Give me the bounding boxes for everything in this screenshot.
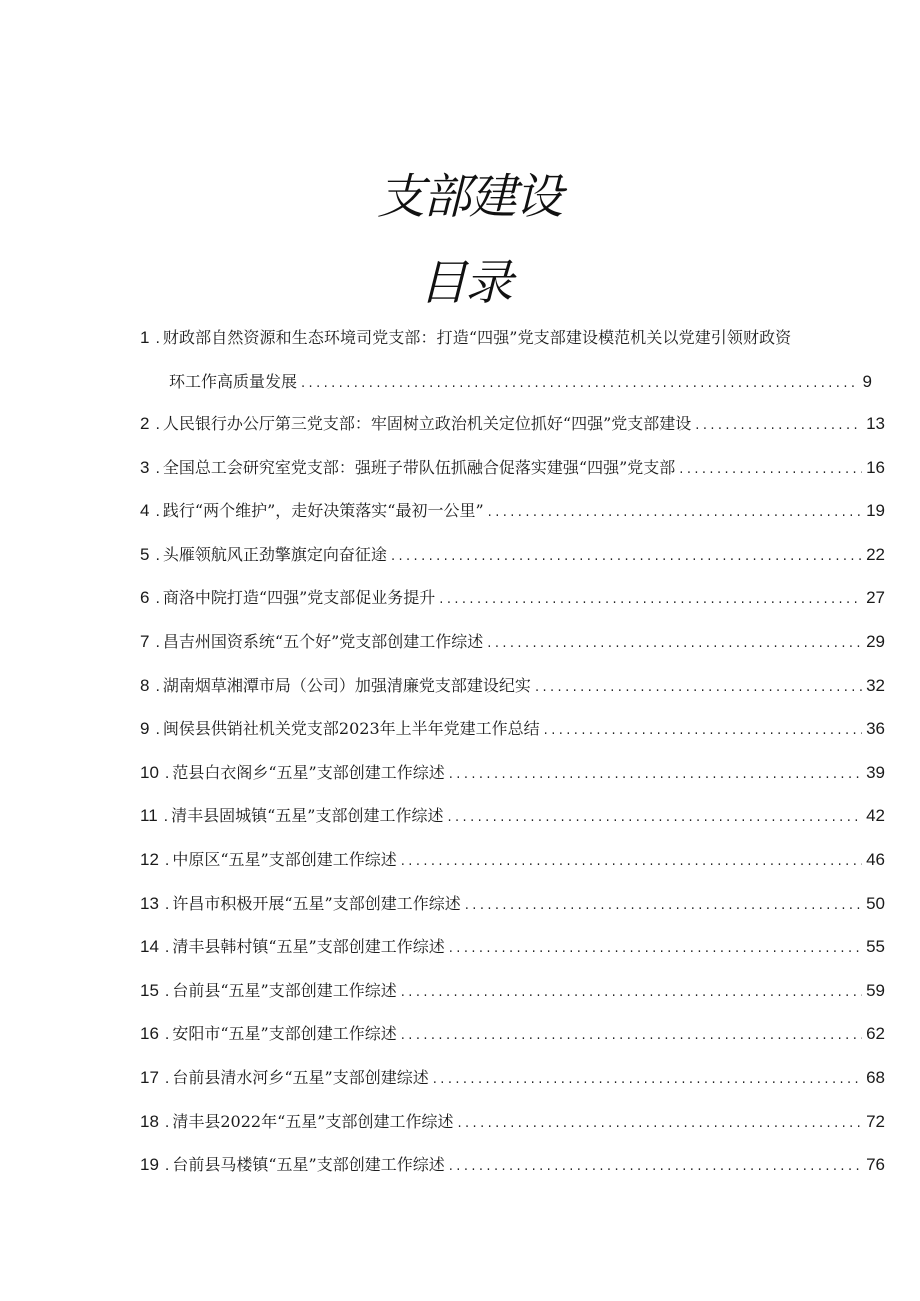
toc-entry-number: 16 [140,1024,159,1044]
toc-entry-separator: . [155,590,160,608]
toc-leader-dots [401,1028,862,1043]
toc-entry-separator: . [164,1069,170,1087]
toc-entry-title: 昌吉州国资系统“五个好”党支部创建工作综述 [162,631,484,651]
toc-leader-dots [535,680,862,695]
toc-entry-title: 台前县马楼镇“五星”支部创建工作综述 [172,1155,445,1175]
toc-entry[interactable] [140,585,885,629]
toc-leader-dots [465,898,862,913]
toc-leader-dots [401,854,862,869]
toc-entry-number: 8 [140,675,150,695]
toc-entry-separator: . [164,764,170,782]
toc-leader-dots [449,941,862,956]
toc-entry-number: 13 [140,893,159,913]
toc-entry[interactable] [140,716,885,760]
toc-entry-number: 1 [140,328,150,347]
toc-entry-number: 11 [140,806,158,826]
toc-entry-number: 5 [140,544,150,564]
toc-entry-title-continuation: 环工作高质量发展 [169,371,298,391]
toc-entry-number: 15 [140,980,159,1000]
toc-entry-separator: . [155,330,160,347]
toc-heading: 目录 [418,255,511,311]
toc-entry-title: 全国总工会研究室党支部：强班子带队伍抓融合促落实建强“四强”党支部 [162,457,676,477]
toc-entry-title: 头雁领航风正劲擎旗定向奋征途 [162,544,387,564]
toc-entry-separator: . [155,416,160,433]
toc-leader-dots [449,767,862,782]
toc-entry-page: 27 [866,588,885,608]
toc-entry[interactable] [140,760,885,804]
toc-entry-number: 18 [140,1111,159,1131]
toc-entry-number: 9 [140,719,150,739]
toc-entry-title: 财政部自然资源和生态环境司党支部：打造“四强”党支部建设模范机关以党建引领财政资 [162,328,792,347]
toc-entry-title: 闽侯县供销社机关党支部2023年上半年党建工作总结 [162,719,540,739]
toc-leader-dots [457,1116,862,1131]
toc-entry-separator: . [164,895,170,913]
toc-entry-page: 42 [866,806,885,826]
toc-entry-separator: . [163,808,169,826]
toc-leader-dots [391,549,862,564]
toc-leader-dots [439,592,862,607]
toc-entry-title: 人民银行办公厅第三党支部：牢固树立政治机关定位抓好“四强”党支部建设 [162,414,692,433]
toc-entry-number: 7 [140,631,150,651]
toc-entry-number: 14 [140,937,159,957]
toc-leader-dots [487,636,862,651]
toc-entry-separator: . [155,721,160,739]
toc-entry[interactable] [140,1109,885,1153]
toc-entry[interactable] [140,978,885,1022]
toc-entry-number: 6 [140,588,150,608]
toc-entry-title: 台前县“五星”支部创建工作综述 [172,980,397,1000]
toc-entry[interactable] [140,411,885,455]
toc-entry[interactable] [140,542,885,586]
toc-entry[interactable] [140,847,885,891]
toc-entry-page: 55 [866,937,885,957]
toc-entry-number: 3 [140,457,150,477]
toc-entry-separator: . [164,939,170,957]
toc-leader-dots [433,1072,862,1087]
toc-entry[interactable] [140,1021,885,1065]
toc-entry-page: 59 [866,980,885,1000]
toc-leader-dots [544,723,862,738]
toc-leader-dots [301,376,859,391]
toc-entry-page: 76 [866,1155,885,1175]
toc-entry[interactable] [140,934,885,978]
table-of-contents [140,325,885,1196]
toc-entry-title: 清丰县韩村镇“五星”支部创建工作综述 [172,937,445,957]
toc-entry-number: 4 [140,501,150,521]
toc-entry-page: 62 [866,1024,885,1044]
toc-entry-separator: . [155,546,160,564]
toc-entry-page: 29 [866,631,885,651]
toc-entry[interactable] [140,1065,885,1109]
toc-entry-separator: . [155,633,160,651]
toc-entry-page: 72 [866,1111,885,1131]
toc-leader-dots [695,418,862,433]
toc-entry-title: 践行“两个维护”，走好决策落实“最初一公里” [162,501,484,521]
toc-entry-page: 32 [866,675,885,695]
toc-entry-title: 湖南烟草湘潭市局（公司）加强清廉党支部建设纪实 [162,675,531,695]
toc-entry[interactable] [140,455,885,499]
document-title: 支部建设 [376,169,561,225]
toc-entry-page: 9 [862,371,872,391]
toc-entry[interactable] [140,498,885,542]
toc-entry-separator: . [164,1026,170,1044]
toc-entry-separator: . [155,459,160,477]
toc-leader-dots [401,985,862,1000]
toc-entry-number: 2 [140,414,150,433]
toc-entry-page: 50 [866,893,885,913]
toc-entry-page: 46 [866,849,885,869]
toc-entry-title: 范县白衣阁乡“五星”支部创建工作综述 [172,762,445,782]
toc-entry-page: 19 [866,501,885,521]
toc-entry-title: 许昌市积极开展“五星”支部创建工作综述 [172,893,461,913]
toc-entry-page: 68 [866,1067,885,1087]
toc-entry-number: 17 [140,1067,159,1087]
toc-entry[interactable] [140,325,885,411]
toc-leader-dots [447,810,862,825]
toc-entry-number: 19 [140,1155,159,1175]
toc-entry-title: 商洛中院打造“四强”党支部促业务提升 [162,588,436,608]
toc-entry-title: 清丰县固城镇“五星”支部创建工作综述 [171,806,444,826]
toc-entry[interactable] [140,891,885,935]
toc-entry-separator: . [164,982,170,1000]
toc-entry-title: 清丰县2022年“五星”支部创建工作综述 [172,1111,454,1131]
toc-entry-title: 安阳市“五星”支部创建工作综述 [172,1024,397,1044]
toc-entry[interactable] [140,1152,885,1196]
toc-entry-page: 22 [866,544,885,564]
toc-entry-number: 10 [140,762,159,782]
toc-entry-separator: . [164,1157,170,1175]
toc-entry-page: 36 [866,719,885,739]
toc-entry[interactable] [140,803,885,847]
toc-leader-dots [488,505,862,520]
toc-entry-page: 13 [866,414,885,433]
toc-entry-separator: . [155,503,160,521]
toc-leader-dots [449,1159,862,1174]
toc-entry-title: 中原区“五星”支部创建工作综述 [172,849,397,869]
toc-entry-title: 台前县清水河乡“五星”支部创建综述 [172,1067,429,1087]
toc-entry-separator: . [155,677,160,695]
toc-entry-number: 12 [140,849,159,869]
toc-entry-separator: . [164,1113,170,1131]
toc-entry-page: 39 [866,762,885,782]
toc-entry-page: 16 [866,457,885,477]
toc-entry[interactable] [140,673,885,717]
toc-entry-separator: . [164,851,170,869]
toc-entry[interactable] [140,629,885,673]
toc-leader-dots [679,462,862,477]
